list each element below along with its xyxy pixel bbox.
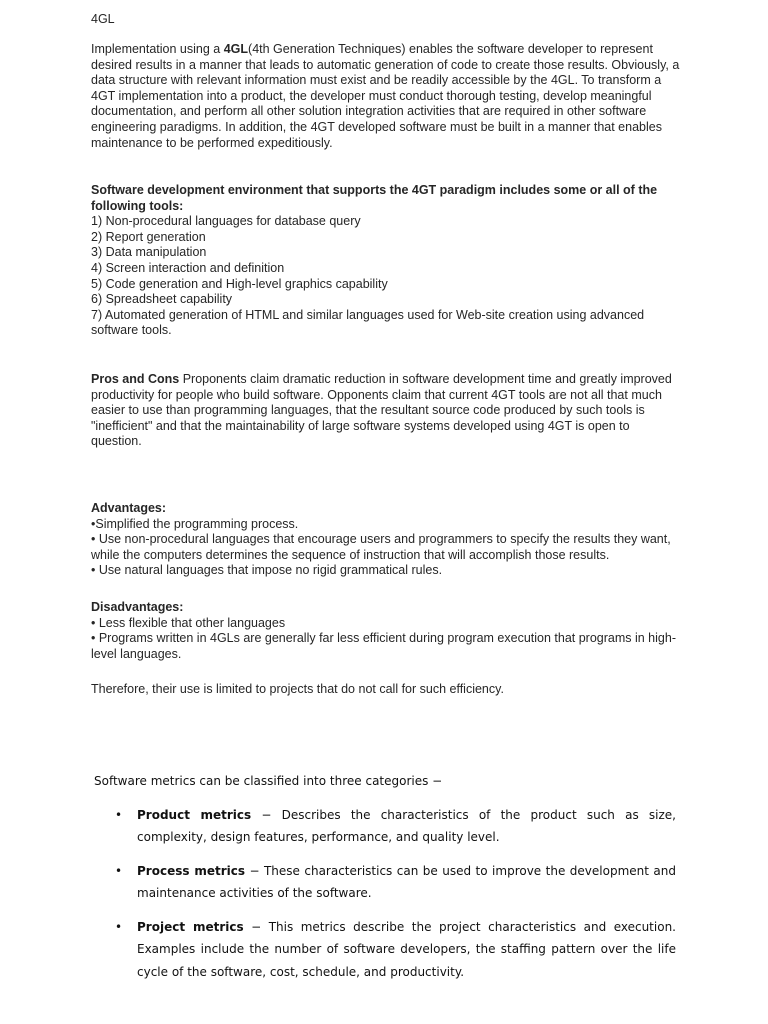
tools-item: 4) Screen interaction and definition (91, 260, 285, 275)
advantage-item: •Simplified the programming process. (91, 516, 299, 531)
bullet-icon: • (115, 807, 123, 822)
tools-item: 5) Code generation and High-level graphics capability (91, 276, 388, 291)
pros-cons-text: Proponents claim dramatic reduction in software development time and greatly improved productivity for people who build software. Opponents claim that current 4GT tools are not all that much easier to use than programming languages, that the resultant source code produced by such tools is "inefficient" and that the maintainability of large software systems developed using 4GT is open to question. (91, 372, 672, 449)
conclusion-paragraph (91, 682, 681, 698)
metrics-section (94, 770, 676, 994)
intro-rest: (4th Generation Techniques) enables the software developer to represent desired results in a manner that leads to automatic generation of code to create those results. Obviously, a data structure with relevant information must exist and be readily accessible by the 4GL. To transform a 4GT implementation into a product, the developer must conduct thorough testing, develop meaningful documentation, and perform all other solution integration activities that are required in other software engineering paradigms. In addition, the 4GT developed software must be built in a manner that enables maintenance to be performed expeditiously. (91, 42, 680, 150)
disadvantage-item: • Less flexible that other languages (91, 615, 286, 630)
disadvantages-section (91, 600, 681, 662)
advantage-item: • Use non-procedural languages that encourage users and programmers to specify the results they want, while the computers determines the sequence of instruction that will accomplish those results. (91, 532, 671, 562)
metric-text: − These characteristics can be used to improve the development and maintenance activities of the software. (137, 863, 676, 900)
disadvantage-item: • Programs written in 4GLs are generally far less efficient during program execution that programs in high-level languages. (91, 631, 676, 661)
tools-section (91, 183, 681, 339)
metric-term: Product metrics (137, 807, 252, 822)
tools-item: 7) Automated generation of HTML and similar languages used for Web-site creation using advanced software tools. (91, 307, 645, 338)
list-item (94, 860, 676, 905)
metric-text: − Describes the characteristics of the product such as size, complexity, design features, performance, and quality level. (137, 807, 676, 844)
tools-item: 2) Report generation (91, 229, 206, 244)
pros-cons-heading: Pros and Cons (91, 372, 180, 386)
tools-item: 3) Data manipulation (91, 245, 207, 260)
conclusion-text: Therefore, their use is limited to projects that do not call for such efficiency. (91, 682, 504, 696)
tools-item: 1) Non-procedural languages for database query (91, 214, 361, 229)
intro-paragraph (91, 42, 681, 151)
intro-pre: Implementation using a (91, 42, 224, 56)
advantage-item: • Use natural languages that impose no rigid grammatical rules. (91, 563, 443, 578)
disadvantages-heading: Disadvantages: (91, 600, 184, 614)
metrics-lead: Software metrics can be classified into three categories − (94, 774, 443, 788)
list-item (94, 916, 676, 984)
pros-cons-paragraph (91, 372, 681, 450)
metrics-list (94, 804, 676, 984)
metric-term: Project metrics (137, 919, 244, 934)
intro-bold: 4GL (223, 42, 249, 56)
bullet-icon: • (115, 919, 123, 934)
advantages-heading: Advantages: (91, 501, 167, 515)
advantages-section (91, 501, 681, 579)
metric-text: − This metrics describe the project characteristics and execution. Examples include the number of software developers, the staffing pattern over the life cycle of the software, cost, schedule, and productivity. (137, 919, 676, 979)
tools-item: 6) Spreadsheet capability (91, 292, 233, 307)
doc-title: 4GL (91, 12, 115, 26)
bullet-icon: • (115, 863, 123, 878)
list-item (94, 804, 676, 849)
metric-term: Process metrics (137, 863, 245, 878)
tools-heading: Software development environment that supports the 4GT paradigm includes some or all of the following tools: (91, 183, 658, 213)
